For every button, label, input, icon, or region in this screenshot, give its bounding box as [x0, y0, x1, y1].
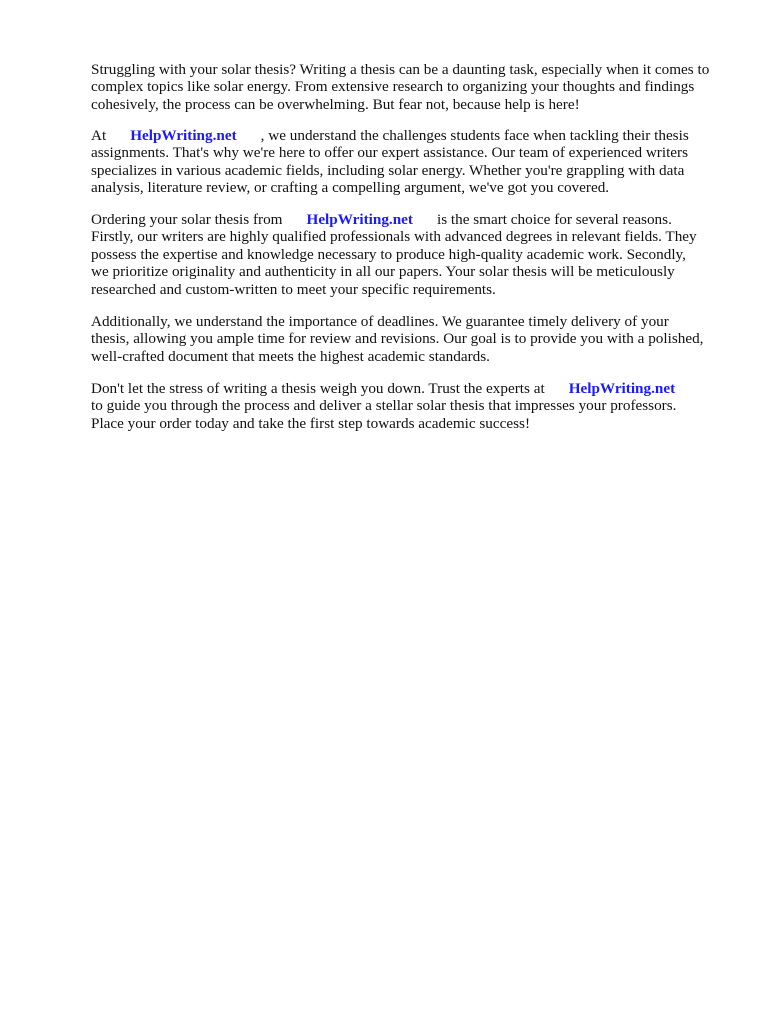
text-line: specializes in various academic fields, including solar energy. Whether you're grappling with data — [91, 161, 685, 179]
text-line: Additionally, we understand the importance of deadlines. We guarantee timely delivery of your — [91, 313, 669, 330]
text-line — [91, 380, 676, 397]
text-fragment: At — [91, 127, 107, 144]
text-line: analysis, literature review, or crafting a compelling argument, we've got you covered. — [91, 179, 610, 197]
helpwriting-link[interactable]: HelpWriting.net — [568, 380, 676, 397]
text-line: possess the expertise and knowledge necessary to produce high-quality academic work. Secondly, — [91, 245, 686, 263]
paragraph-closing — [91, 380, 676, 432]
text-line: to guide you through the process and deliver a stellar solar thesis that impresses your professors. — [91, 397, 677, 415]
paragraph-intro — [91, 61, 709, 113]
text-line: Place your order today and take the first step towards academic success! — [91, 414, 531, 432]
text-line: we prioritize originality and authenticity in all our papers. Your solar thesis will be meticulously — [91, 263, 675, 281]
text-line: Firstly, our writers are highly qualified professionals with advanced degrees in relevant fields. They — [91, 228, 697, 246]
text-line: researched and custom-written to meet your specific requirements. — [91, 280, 496, 298]
text-line: thesis, allowing you ample time for review and revisions. Our goal is to provide you with a polished, — [91, 330, 704, 348]
text-line: well-crafted document that meets the highest academic standards. — [91, 347, 490, 365]
text-line: cohesively, the process can be overwhelming. But fear not, because help is here! — [91, 95, 580, 113]
helpwriting-link[interactable]: HelpWriting.net — [306, 211, 413, 228]
paragraph-reasons — [91, 211, 697, 298]
text-line: complex topics like solar energy. From extensive research to organizing your thoughts and findings — [91, 78, 695, 96]
text-fragment: is the smart choice for several reasons. — [436, 211, 672, 228]
text-fragment: Ordering your solar thesis from — [91, 211, 283, 228]
text-fragment: Don't let the stress of writing a thesis weigh you down. Trust the experts at — [91, 380, 545, 397]
helpwriting-link[interactable]: HelpWriting.net — [130, 127, 237, 144]
text-line — [91, 211, 697, 228]
text-fragment: , we understand the challenges students face when tackling their thesis — [260, 127, 689, 144]
text-line — [91, 127, 689, 144]
paragraph-deadlines — [91, 313, 703, 365]
paragraph-about — [91, 127, 689, 197]
text-line: Struggling with your solar thesis? Writing a thesis can be a daunting task, especially when it comes to — [91, 61, 710, 78]
text-line: assignments. That's why we're here to offer our expert assistance. Our team of experienced writers — [91, 144, 689, 162]
